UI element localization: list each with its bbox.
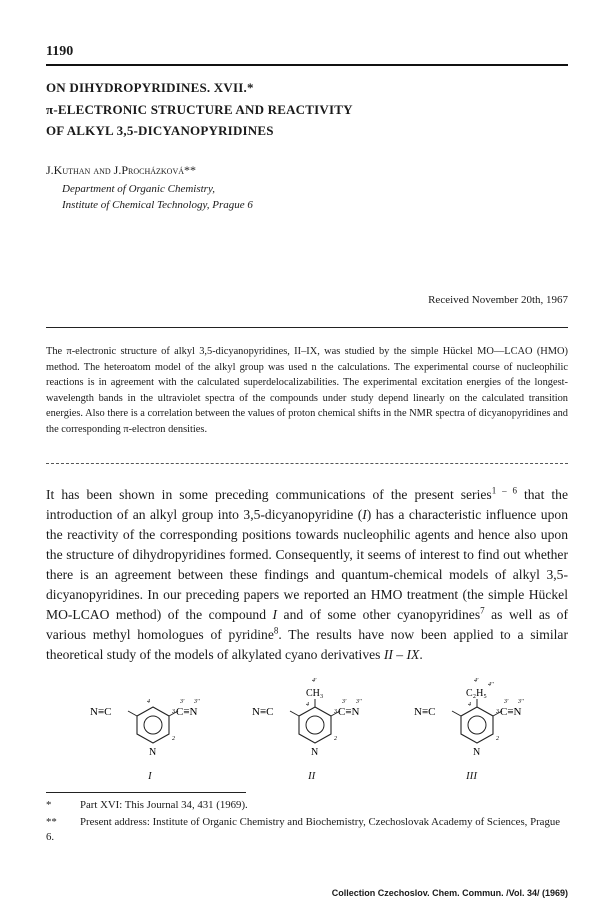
- locant: 2: [496, 736, 499, 742]
- affiliation-line-2: Institute of Chemical Technology, Prague 6: [62, 199, 253, 211]
- locant: 3'': [518, 699, 524, 705]
- ring-nitrogen: N: [149, 747, 157, 758]
- title-line-2: π-ELECTRONIC STRUCTURE AND REACTIVITY: [46, 102, 353, 117]
- ring-nitrogen: N: [311, 747, 319, 758]
- title-line-1: ON DIHYDROPYRIDINES. XVII.*: [46, 80, 254, 95]
- left-group: N≡C: [90, 706, 112, 718]
- ref-8: 8: [273, 625, 279, 636]
- footnote-mark: **: [46, 816, 57, 828]
- body-text: It has been shown in some preceding communications of the present series$^{1 - 6}$ that the introduction of an alkyl group into 3,5-dicyanopyridine (I) has a characteristic influence upon the reactivity of the corresponding positions towards nucleophilic agents and hence also upon the structure of dihydropyridines formed. Consequently, it seems of interest to find out whether there is an agreement between these findings and quantum-chemical models of alkyl 3,5-dicyanopyridines. In our preceding papers we reported an HMO treatment (the simple Hückel MO-LCAO method) of the compound I and of some other cyanopyridines$^7$ as well as of various methyl homologues of pyridine$^8$. The results have now been applied to a similar theoretical study of the models of alkylated cyano derivatives II – IX.: [46, 485, 568, 662]
- compound-ref: I: [272, 607, 278, 622]
- structure-label-I: I: [148, 770, 152, 782]
- locant: 4: [468, 702, 471, 708]
- affiliation-line-1: Department of Organic Chemistry,: [62, 183, 215, 195]
- footnote-rule: [46, 792, 246, 793]
- header-rule: [46, 64, 568, 66]
- locant: 3: [496, 709, 499, 715]
- locant: 3': [342, 699, 347, 705]
- locant: 3': [504, 699, 509, 705]
- structure-label-III: III: [466, 770, 477, 782]
- left-group: N≡C: [414, 706, 436, 718]
- locant: 4'': [488, 682, 494, 688]
- footnote-text: Part XVI: This Journal 34, 431 (1969).: [80, 799, 248, 811]
- compound-ref: I: [362, 507, 367, 522]
- ref-7: 7: [480, 605, 485, 616]
- locant: 4': [474, 678, 479, 684]
- title-line-3: OF ALKYL 3,5-DICYANOPYRIDINES: [46, 123, 274, 138]
- page-number: 1190: [46, 44, 74, 59]
- right-group: C≡N: [176, 706, 198, 718]
- journal-footer: Collection Czechoslov. Chem. Commun. /Vol. 34/ (1969): [331, 888, 568, 898]
- locant: 3: [334, 709, 337, 715]
- locant: 2: [334, 736, 337, 742]
- right-group: C≡N: [338, 706, 360, 718]
- structure-label-II: II: [308, 770, 316, 782]
- locant: 3'': [356, 699, 362, 705]
- left-group: N≡C: [252, 706, 274, 718]
- locant: 3': [180, 699, 185, 705]
- top-group: C₂H₅: [466, 688, 487, 699]
- structure-II: [250, 672, 380, 770]
- locant: 4: [306, 702, 309, 708]
- authors: J.Kuthan and J.Procházková**: [46, 163, 197, 177]
- footnote-text: Present address: Institute of Organic Chemistry and Biochemistry, Czechoslovak Academy of Sciences, Prague 6.: [46, 816, 561, 843]
- locant: 3: [172, 709, 175, 715]
- footnote-2: [46, 815, 568, 845]
- top-group: CH₃: [306, 688, 324, 699]
- locant: 2: [172, 736, 175, 742]
- ring-nitrogen: N: [473, 747, 481, 758]
- footnote-mark: *: [46, 799, 52, 811]
- abstract-top-rule: [46, 327, 568, 328]
- footnote-1: [46, 798, 568, 813]
- locant: 4': [312, 678, 317, 684]
- abstract: The π-electronic structure of alkyl 3,5-dicyanopyridines, II–IX, was studied by the simple Hückel MO—LCAO (HMO) method. The heteroatom model of the alkyl group was used n the calculations. The experimental course of nucleophilic reactions is in agreement with the calculated superdelocalizabilities. The experimental excitation energies of the longest-wavelength bands in the ultraviolet spectra of the compounds under study depend linearly on the calculated transition energies. Also there is a correlation between the values of proton chemical shifts in the NMR spectra of dicyanopyridines and the corresponding π-electron densities.: [46, 346, 568, 435]
- locant: 4: [147, 699, 150, 705]
- locant: 3'': [194, 699, 200, 705]
- abstract-bottom-rule: [46, 463, 568, 464]
- right-group: C≡N: [500, 706, 522, 718]
- ref-1-6: 1 – 6: [491, 485, 517, 496]
- received-date: Received November 20th, 1967: [428, 294, 568, 306]
- structure-III: [412, 672, 546, 770]
- structure-I: [88, 685, 218, 770]
- compound-range: II – IX: [383, 647, 420, 662]
